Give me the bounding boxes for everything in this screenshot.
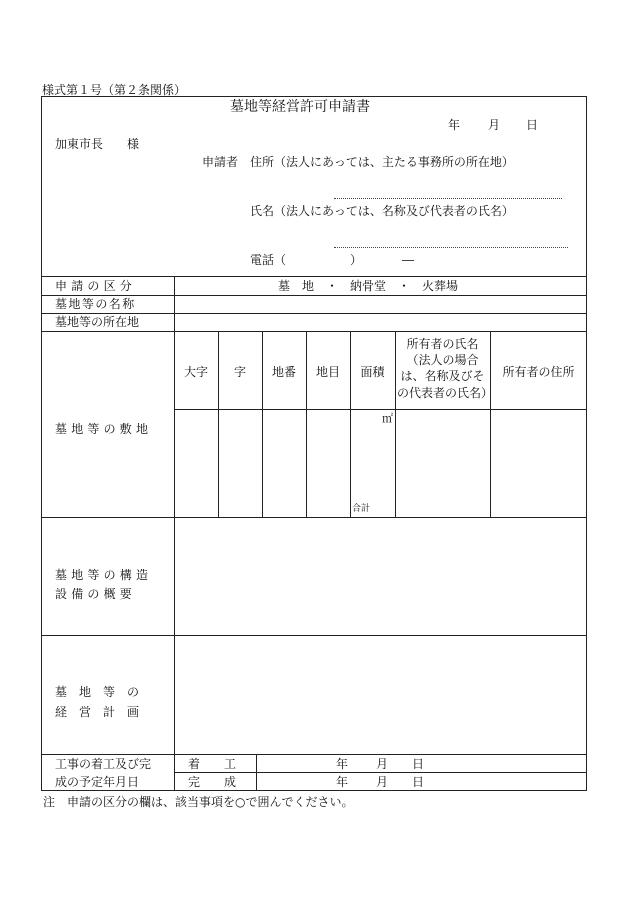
- column-divider: [306, 331, 307, 517]
- complete-label: 完 成: [188, 775, 237, 789]
- date-year: 年: [448, 118, 461, 132]
- column-divider: [256, 754, 257, 791]
- page-title: 墓地等経営許可申請書: [230, 99, 370, 115]
- phone-label: 電話（: [250, 253, 287, 267]
- category-label: 申請の区分: [55, 279, 137, 293]
- site-label: 墓地等の敷地: [55, 422, 153, 436]
- name-line: [334, 247, 568, 248]
- col-land-category: 地目: [315, 365, 340, 379]
- label-column-divider: [174, 276, 175, 791]
- plan-label-line2: 経 営 計 画: [55, 705, 140, 719]
- column-divider: [490, 331, 491, 517]
- divider: [41, 754, 587, 755]
- address-label: 住所（法人にあっては、主たる事務所の所在地）: [250, 155, 514, 169]
- complete-month: 月: [376, 775, 389, 789]
- divider: [41, 276, 587, 277]
- start-label: 着 工: [188, 757, 237, 771]
- divider: [41, 635, 587, 636]
- total-label: 合計: [352, 504, 371, 514]
- start-day: 日: [412, 757, 425, 771]
- facility-name-label: 墓地等の名称: [55, 297, 136, 311]
- column-divider: [350, 331, 351, 517]
- col-oaza: 大字: [183, 365, 208, 379]
- divider: [41, 331, 587, 332]
- start-year: 年: [336, 757, 349, 771]
- category-options: 墓 地 ・ 納骨堂 ・ 火葬場: [278, 279, 459, 293]
- addressee: 加東市長 様: [55, 137, 140, 151]
- column-divider: [262, 331, 263, 517]
- form-label: 様式第１号（第２条関係）: [42, 83, 187, 97]
- col-area: 面積: [360, 365, 385, 379]
- phone-dash: ―: [402, 253, 414, 267]
- col-owner-address: 所有者の住所: [502, 365, 575, 379]
- divider: [41, 313, 587, 314]
- col-aza: 字: [233, 365, 246, 379]
- footnote: 注 申請の区分の欄は、該当事項を○で囲んでください。: [43, 795, 354, 809]
- start-month: 月: [376, 757, 389, 771]
- structure-label-line2: 設備の概要: [55, 587, 137, 601]
- name-label: 氏名（法人にあっては、名称及び代表者の氏名）: [250, 204, 514, 218]
- structure-label-line1: 墓地等の構造: [55, 568, 153, 582]
- schedule-label-line2: 成の予定年月日: [55, 775, 140, 789]
- column-divider: [395, 331, 396, 517]
- date-day: 日: [526, 118, 539, 132]
- col-lot-number: 地番: [271, 365, 296, 379]
- divider: [41, 295, 587, 296]
- schedule-label-line1: 工事の着工及び完: [55, 757, 152, 771]
- address-line: [334, 198, 562, 199]
- area-unit: ㎡: [382, 412, 393, 425]
- applicant-label: 申請者: [202, 155, 239, 169]
- divider: [41, 517, 587, 518]
- date-month: 月: [488, 118, 501, 132]
- col-owner-name: 所有者の氏名（法人の場合は、名称及びその代表者の氏名）: [397, 337, 494, 400]
- divider: [174, 772, 587, 773]
- divider: [174, 409, 587, 410]
- complete-year: 年: [336, 775, 349, 789]
- complete-day: 日: [412, 775, 425, 789]
- phone-close: ）: [350, 253, 363, 267]
- plan-label-line1: 墓 地 等 の: [55, 685, 140, 699]
- facility-location-label: 墓地等の所在地: [55, 315, 140, 329]
- column-divider: [218, 331, 219, 517]
